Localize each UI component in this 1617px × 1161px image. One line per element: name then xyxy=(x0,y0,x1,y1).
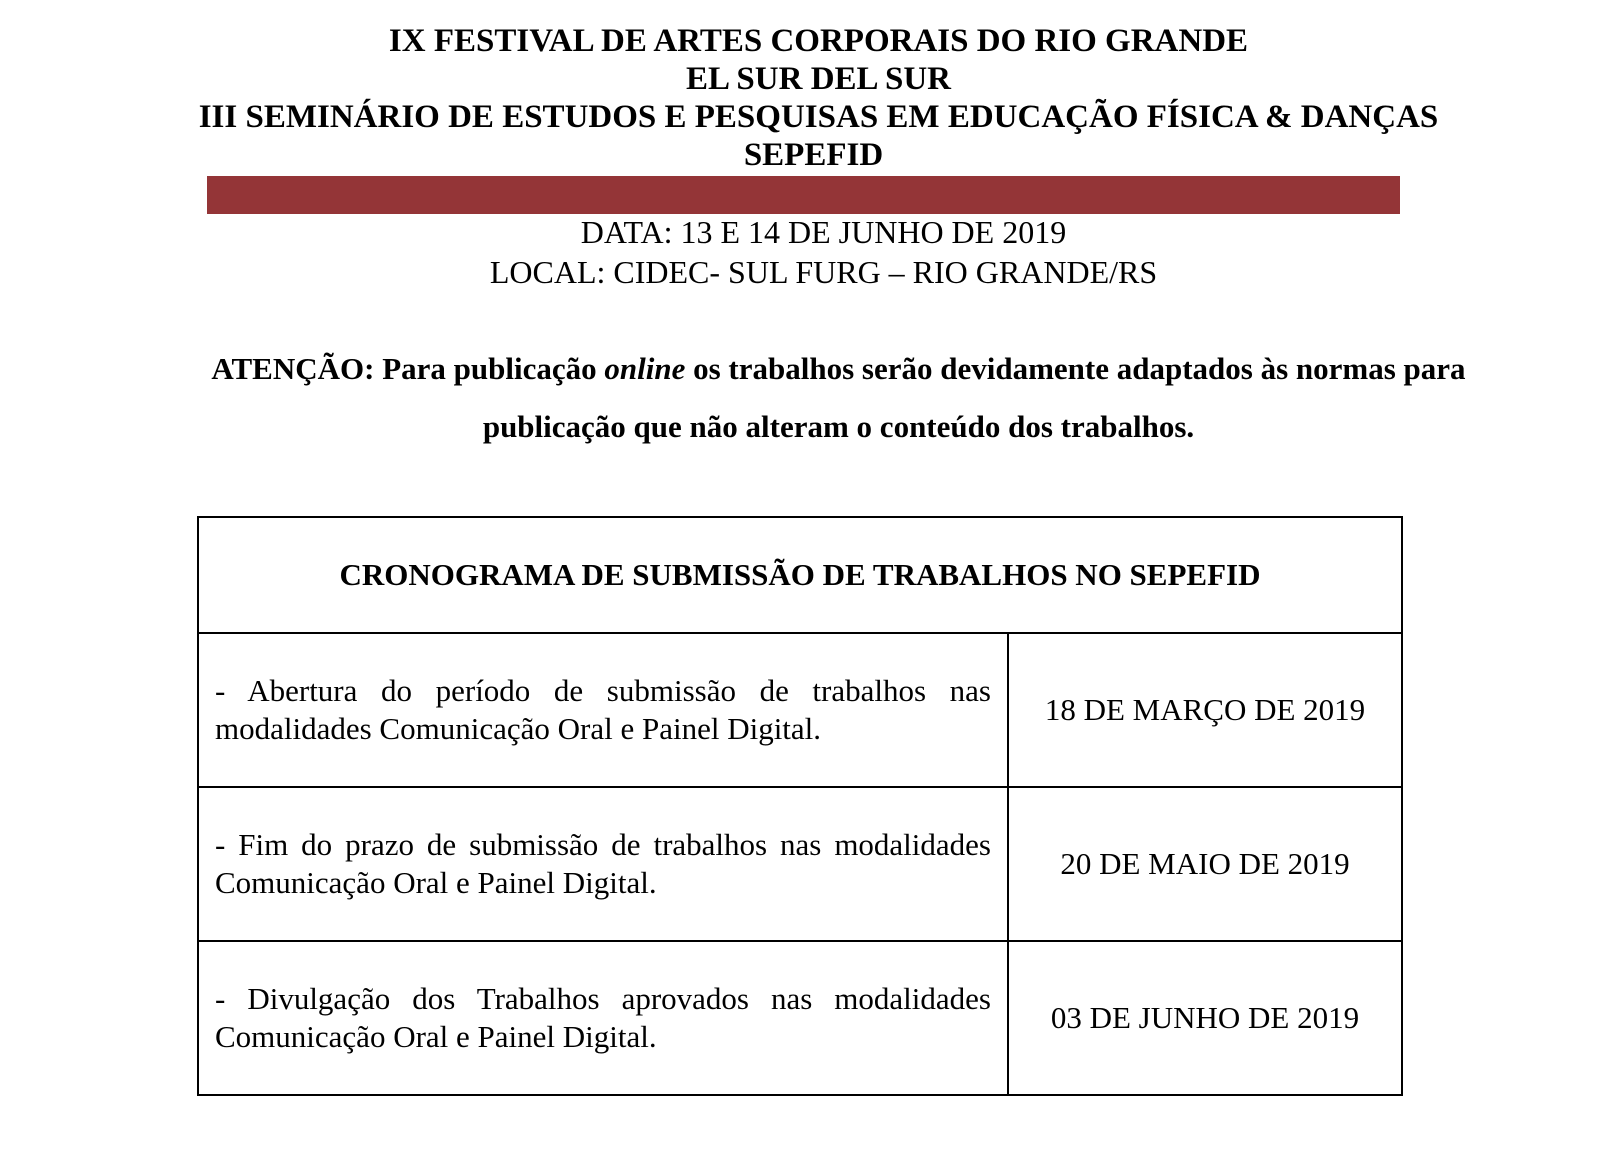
table-row xyxy=(198,941,1402,1095)
schedule-description: - Abertura do período de submissão de trabalhos nas modalidades Comunicação Oral e Painel Digital. xyxy=(198,633,1008,787)
table-row xyxy=(198,787,1402,941)
event-info xyxy=(0,212,1617,292)
event-date: DATA: 13 E 14 DE JUNHO DE 2019 xyxy=(580,214,1067,250)
table-row xyxy=(198,633,1402,787)
schedule-date: 20 DE MAIO DE 2019 xyxy=(1008,787,1402,941)
attention-notice xyxy=(150,340,1497,456)
document-header xyxy=(0,22,1617,174)
festival-title: IX FESTIVAL DE ARTES CORPORAIS DO RIO GRANDE xyxy=(388,23,1249,59)
event-location: LOCAL: CIDEC- SUL FURG – RIO GRANDE/RS xyxy=(489,254,1158,290)
schedule-date: 03 DE JUNHO DE 2019 xyxy=(1008,941,1402,1095)
schedule-title: CRONOGRAMA DE SUBMISSÃO DE TRABALHOS NO SEPEFID xyxy=(198,517,1402,633)
festival-subtitle: EL SUR DEL SUR xyxy=(685,61,951,97)
schedule-description: - Divulgação dos Trabalhos aprovados nas modalidades Comunicação Oral e Painel Digital. xyxy=(198,941,1008,1095)
schedule-header-row xyxy=(198,517,1402,633)
schedule-table xyxy=(197,516,1403,1096)
notice-lead: ATENÇÃO: Para publicação xyxy=(211,351,605,386)
seminar-acronym: SEPEFID xyxy=(743,137,884,173)
notice-italic-word: online xyxy=(604,351,686,386)
schedule-description: - Fim do prazo de submissão de trabalhos nas modalidades Comunicação Oral e Painel Digital. xyxy=(198,787,1008,941)
seminar-title: III SEMINÁRIO DE ESTUDOS E PESQUISAS EM EDUCAÇÃO FÍSICA & DANÇAS xyxy=(198,99,1439,135)
accent-divider-bar xyxy=(207,176,1400,214)
schedule-date: 18 DE MARÇO DE 2019 xyxy=(1008,633,1402,787)
notice-rest: os trabalhos serão devidamente adaptados às normas para publicação que não alteram o conteúdo dos trabalhos. xyxy=(482,351,1466,444)
